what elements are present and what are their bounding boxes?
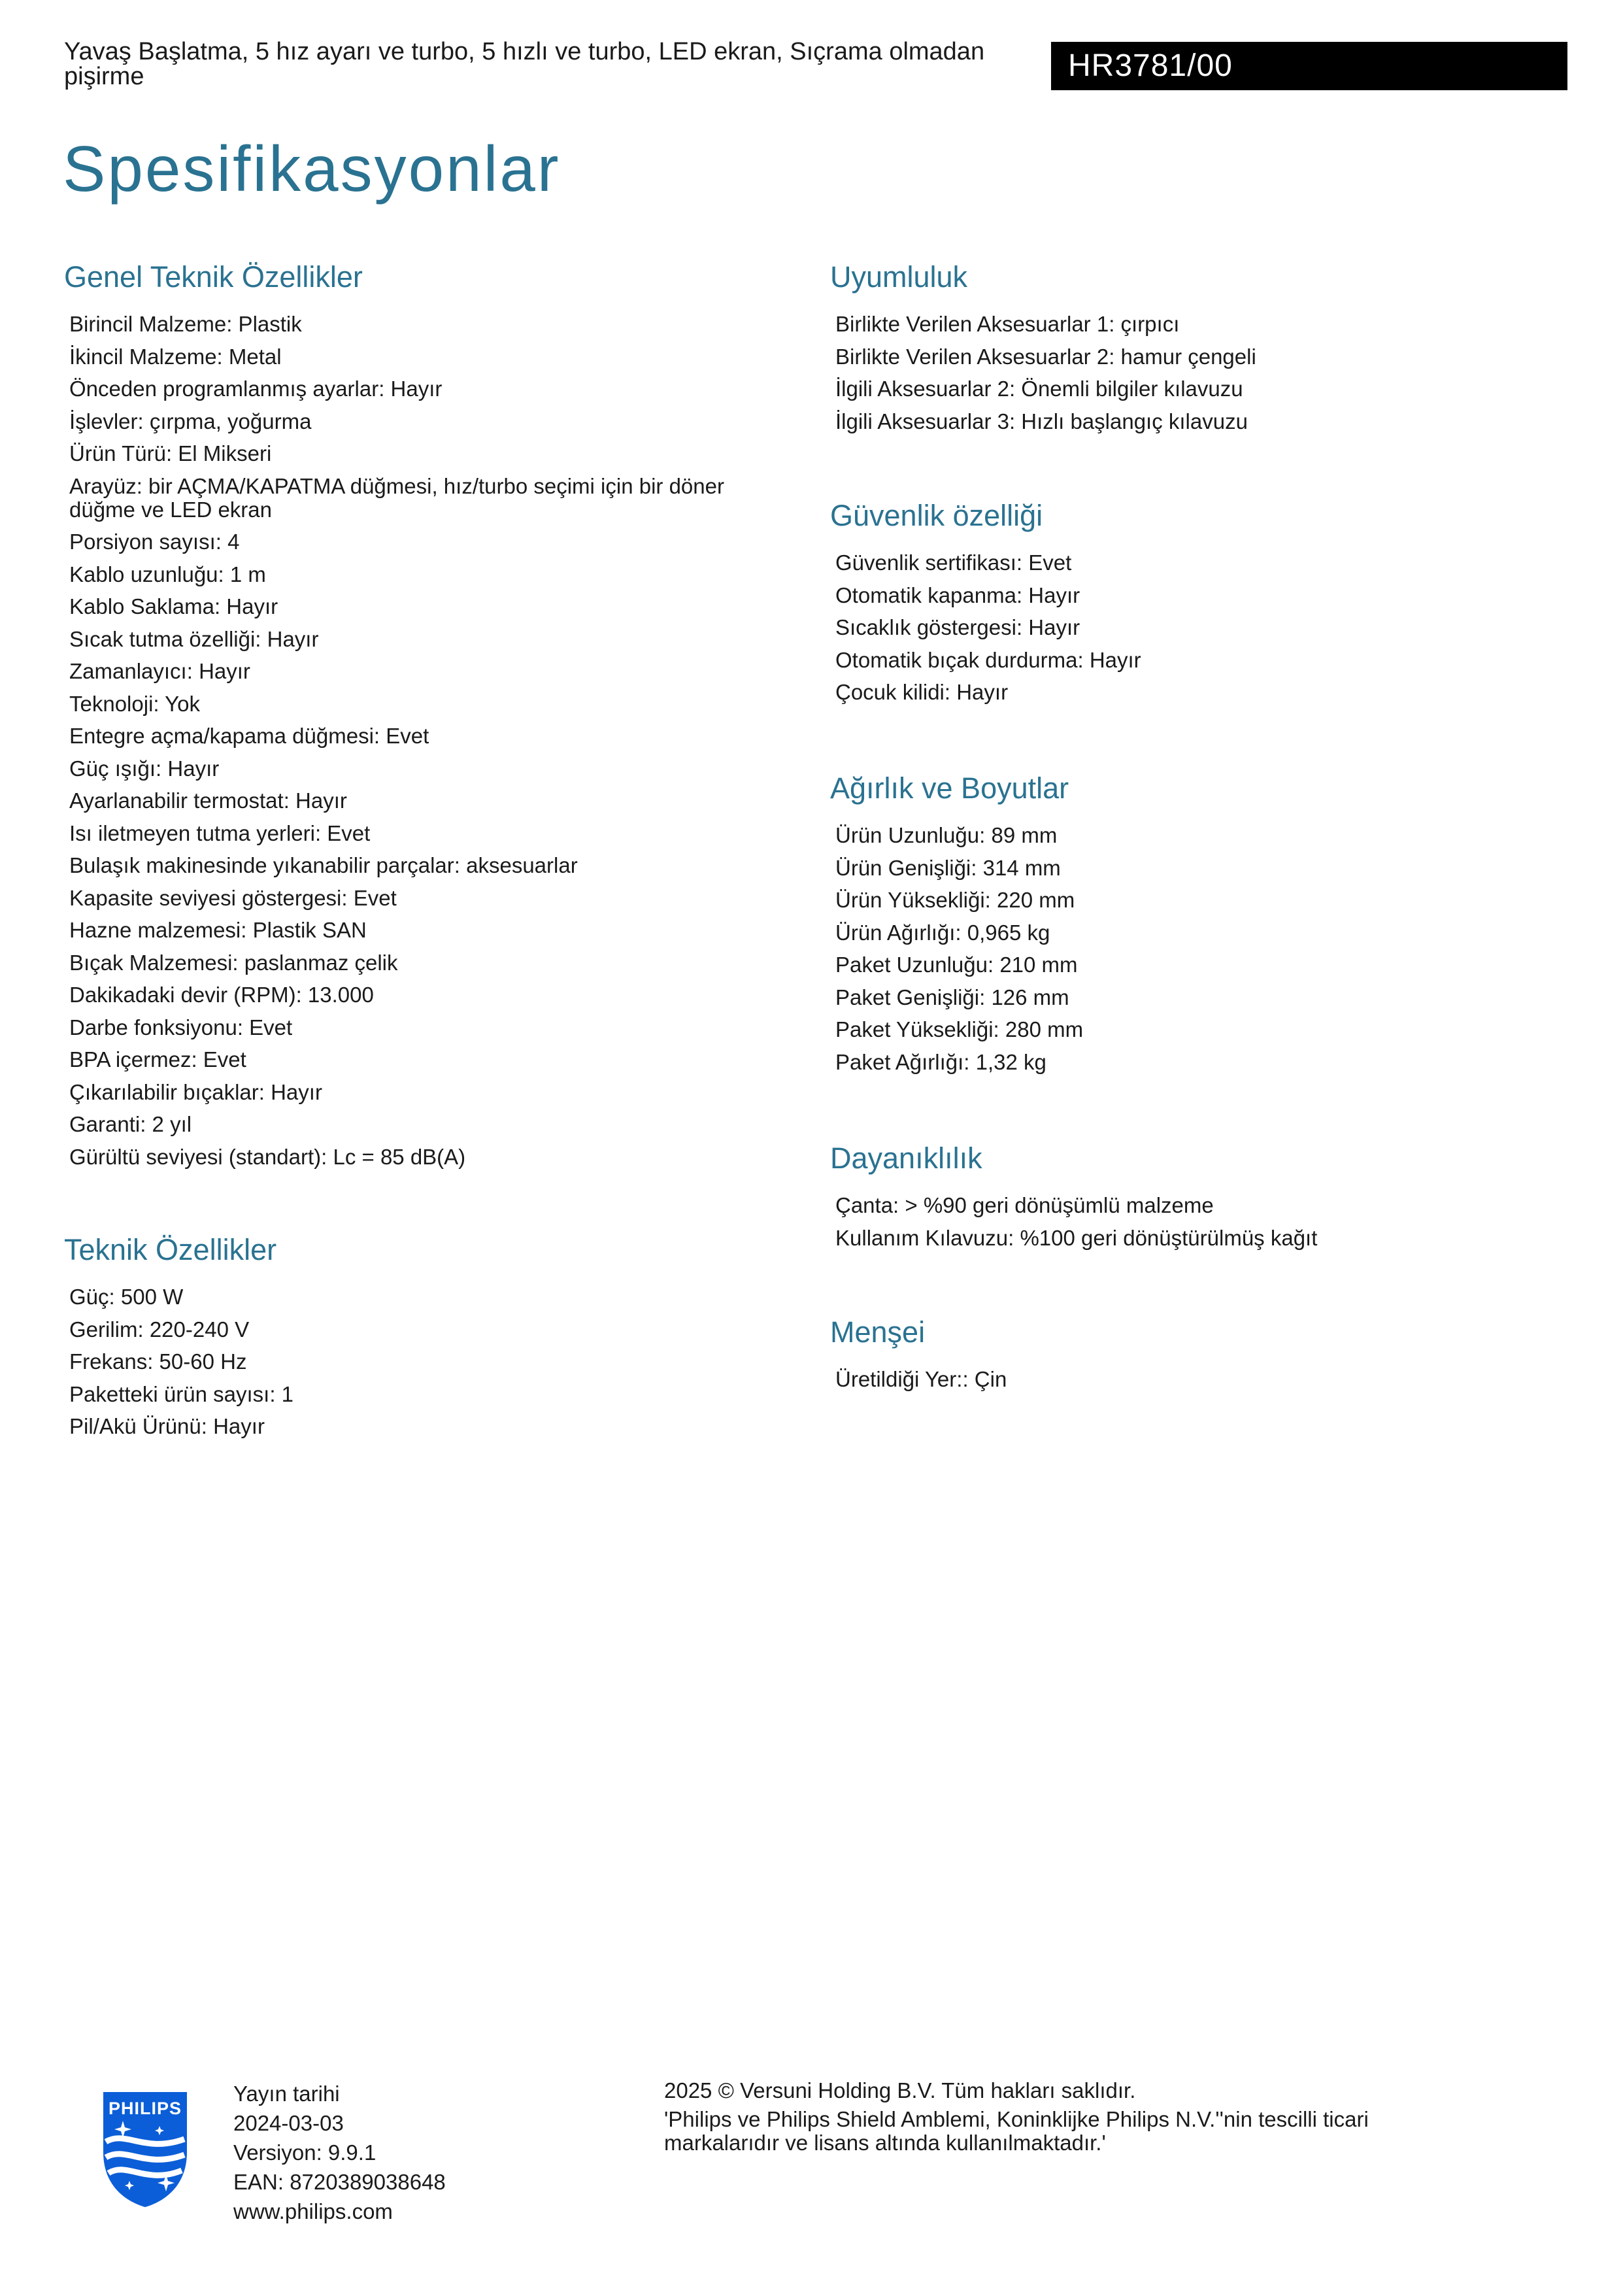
product-subtitle: Yavaş Başlatma, 5 hız ayarı ve turbo, 5 hızlı ve turbo, LED ekran, Sıçrama olmadan pişirme: [64, 38, 985, 90]
page-title: Spesifikasyonlar: [63, 133, 561, 205]
spec-item: Paket Uzunluğu: 210 mm: [835, 953, 1078, 977]
spec-item: Darbe fonksiyonu: Evet: [69, 1015, 293, 1039]
publish-label: Yayın tarihi: [233, 2082, 340, 2106]
spec-item: Paketteki ürün sayısı: 1: [69, 1381, 294, 1406]
section-general-specs: [64, 260, 783, 1177]
spec-item: Otomatik bıçak durdurma: Hayır: [835, 647, 1141, 672]
spec-item: Pil/Akü Ürünü: Hayır: [69, 1414, 265, 1438]
spec-list: [830, 824, 1549, 1074]
spec-item: Paket Ağırlığı: 1,32 kg: [835, 1049, 1046, 1074]
spec-item: Çıkarılabilir bıçaklar: Hayır: [69, 1079, 322, 1104]
spec-list: [64, 1285, 783, 1438]
spec-item: Ürün Genişliği: 314 mm: [835, 855, 1061, 880]
spec-list: [64, 312, 783, 1169]
philips-shield-logo: [99, 2089, 191, 2210]
spec-item: Bıçak Malzemesi: paslanmaz çelik: [69, 950, 398, 975]
spec-item: İlgili Aksesuarlar 3: Hızlı başlangıç kılavuzu: [835, 409, 1248, 433]
spec-item: Kablo Saklama: Hayır: [69, 594, 278, 618]
section-heading: Uyumluluk: [830, 260, 968, 294]
spec-item: Çocuk kilidi: Hayır: [835, 680, 1009, 704]
section-heading: Ağırlık ve Boyutlar: [830, 771, 1069, 805]
copyright-text: 2025 © Versuni Holding B.V. Tüm hakları saklıdır.: [664, 2078, 1136, 2102]
spec-item: Zamanlayıcı: Hayır: [69, 659, 250, 683]
spec-item: Ürün Türü: El Mikseri: [69, 441, 272, 465]
spec-item: Ürün Yüksekliği: 220 mm: [835, 888, 1075, 912]
section-compatibility: [830, 260, 1549, 442]
spec-item: Ürün Uzunluğu: 89 mm: [835, 823, 1058, 847]
spec-item: Güç ışığı: Hayır: [69, 756, 220, 781]
spec-item: BPA içermez: Evet: [69, 1047, 246, 1072]
spec-item: Otomatik kapanma: Hayır: [835, 582, 1080, 607]
spec-item: Çanta: > %90 geri dönüşümlü malzeme: [835, 1193, 1214, 1217]
logo-wordmark: PHILIPS: [108, 2099, 182, 2118]
spec-item: Hazne malzemesi: Plastik SAN: [69, 918, 367, 942]
section-heading: Teknik Özellikler: [64, 1233, 277, 1266]
spec-item: Paket Yüksekliği: 280 mm: [835, 1017, 1084, 1041]
spec-item: Birincil Malzeme: Plastik: [69, 312, 302, 336]
section-heading: Güvenlik özelliği: [830, 499, 1043, 532]
spec-item: Kablo uzunluğu: 1 m: [69, 562, 266, 586]
spec-item: Ürün Ağırlığı: 0,965 kg: [835, 920, 1050, 945]
spec-item: İşlevler: çırpma, yoğurma: [69, 409, 312, 433]
spec-item: Üretildiği Yer:: Çin: [835, 1367, 1007, 1391]
spec-item: Önceden programlanmış ayarlar: Hayır: [69, 377, 443, 401]
spec-item: Paket Genişliği: 126 mm: [835, 985, 1069, 1009]
spec-item: Teknoloji: Yok: [69, 691, 200, 716]
spec-item: Güç: 500 W: [69, 1285, 184, 1309]
spec-item: Gerilim: 220-240 V: [69, 1317, 250, 1342]
spec-list: [830, 551, 1549, 704]
spec-item: Kullanım Kılavuzu: %100 geri dönüştürülmüş kağıt: [835, 1225, 1318, 1250]
model-number-badge: HR3781/00: [1051, 42, 1567, 90]
spec-item: Frekans: 50-60 Hz: [69, 1349, 247, 1374]
spec-item: İkincil Malzeme: Metal: [69, 344, 282, 369]
version: Versiyon: 9.9.1: [233, 2140, 376, 2165]
spec-item: Isı iletmeyen tutma yerleri: Evet: [69, 820, 371, 845]
section-origin: [830, 1315, 1549, 1400]
spec-item: Dakikadaki devir (RPM): 13.000: [69, 983, 374, 1007]
spec-item: Ayarlanabilir termostat: Hayır: [69, 788, 347, 813]
publication-info: [233, 2079, 446, 2226]
spec-item: İlgili Aksesuarlar 2: Önemli bilgiler kılavuzu: [835, 377, 1243, 401]
section-safety: [830, 499, 1549, 713]
spec-list: [830, 312, 1549, 433]
spec-item: Entegre açma/kapama düğmesi: Evet: [69, 724, 429, 748]
spec-item: Porsiyon sayısı: 4: [69, 530, 240, 554]
spec-item: Bulaşık makinesinde yıkanabilir parçalar: aksesuarlar: [69, 853, 578, 877]
section-heading: Dayanıklılık: [830, 1141, 982, 1175]
publish-date: 2024-03-03: [233, 2111, 344, 2135]
spec-item: Birlikte Verilen Aksesuarlar 2: hamur çengeli: [835, 344, 1256, 369]
spec-item: Sıcak tutma özelliği: Hayır: [69, 626, 319, 651]
section-technical-specs: [64, 1233, 783, 1447]
ean-code: EAN: 8720389038648: [233, 2170, 446, 2194]
trademark-text: 'Philips ve Philips Shield Amblemi, Koninklijke Philips N.V.''nin tescilli ticari markalarıdır ve lisans altında kullanılmaktadır.': [664, 2107, 1369, 2155]
spec-item: Güvenlik sertifikası: Evet: [835, 550, 1072, 575]
spec-item: Sıcaklık göstergesi: Hayır: [835, 615, 1080, 639]
section-durability: [830, 1141, 1549, 1258]
section-heading: Menşei: [830, 1315, 926, 1349]
spec-item: Gürültü seviyesi (standart): Lc = 85 dB(A): [69, 1144, 466, 1169]
section-weight-dimensions: [830, 771, 1549, 1083]
spec-item: Arayüz: bir AÇMA/KAPATMA düğmesi, hız/turbo seçimi için bir döner düğme ve LED ekran: [69, 473, 724, 522]
spec-item: Garanti: 2 yıl: [69, 1112, 192, 1136]
spec-list: [830, 1194, 1549, 1250]
spec-list: [830, 1368, 1549, 1391]
section-heading: Genel Teknik Özellikler: [64, 260, 363, 294]
legal-notice: [664, 2079, 1396, 2155]
spec-item: Kapasite seviyesi göstergesi: Evet: [69, 885, 397, 910]
spec-item: Birlikte Verilen Aksesuarlar 1: çırpıcı: [835, 312, 1180, 336]
website-link[interactable]: www.philips.com: [233, 2199, 393, 2223]
